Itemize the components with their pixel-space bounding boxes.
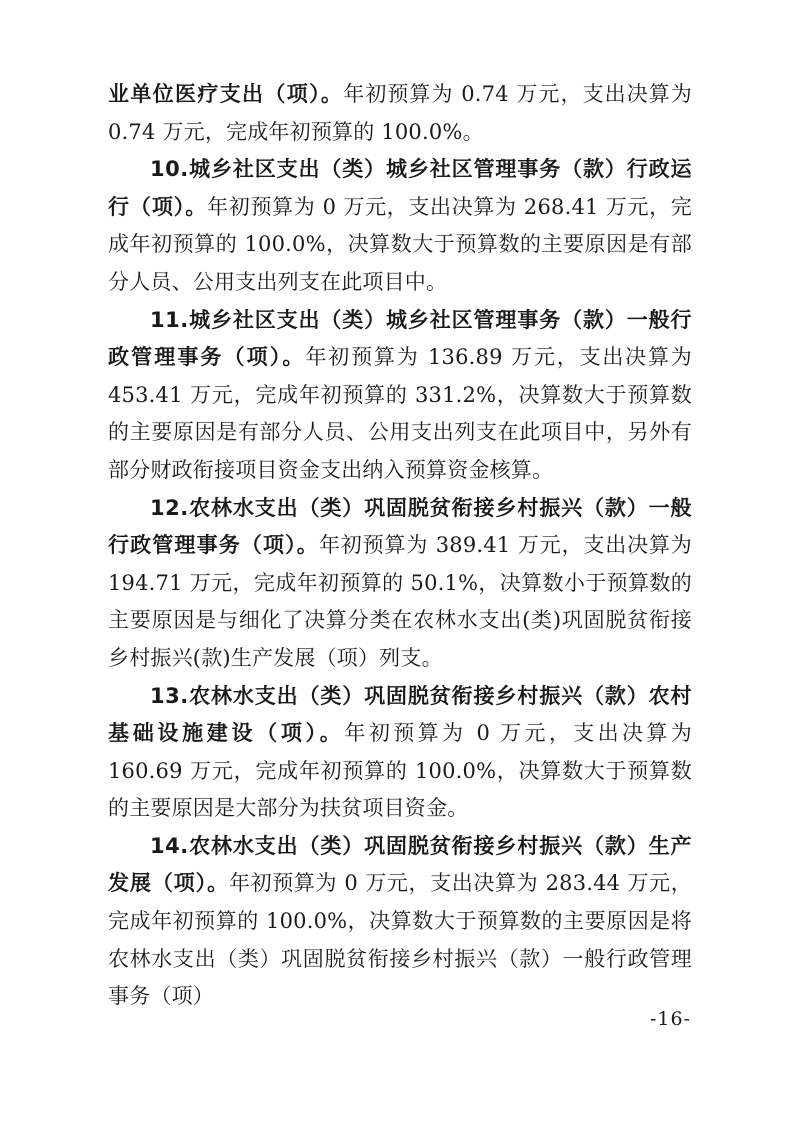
paragraph-heading: 10.城乡社区支出（类）城乡社区管理事务（款）行政运行（项）。 — [108, 157, 692, 219]
paragraph-item-14 — [108, 828, 692, 1016]
paragraph-heading: 13.农林水支出（类）巩固脱贫衔接乡村振兴（款）农村基础设施建设（项）。 — [108, 683, 692, 746]
paragraph-item-10 — [108, 151, 692, 301]
page-number: -16- — [649, 1008, 691, 1030]
paragraph-item-12 — [108, 490, 692, 678]
document-body — [108, 76, 692, 1016]
paragraph-text: 年初预算为 0 万元，支出决算为 283.44 万元，完成年初预算的 100.0%，决算数大于预算数的主要原因是将农林水支出（类）巩固脱贫衔接乡村振兴（款）一般行政管理事务（项） — [108, 871, 692, 1009]
paragraph-item-11 — [108, 302, 692, 490]
paragraph-text: 年初预算为 0.74 万元，支出决算为 0.74 万元，完成年初预算的 100.0%。 — [108, 82, 692, 144]
paragraph-text: 年初预算为 389.41 万元，支出决算为 194.71 万元，完成年初预算的 50.1%，决算数小于预算数的主要原因是与细化了决算分类在农林水支出(类)巩固脱贫衔接乡村振兴(款)生产发展（项）列支。 — [108, 533, 693, 670]
paragraph-heading: 12.农林水支出（类）巩固脱贫衔接乡村振兴（款）一般行政管理事务（项）。 — [108, 495, 692, 558]
paragraph-heading: 业单位医疗支出（项）。 — [108, 82, 344, 106]
paragraph-heading: 14.农林水支出（类）巩固脱贫衔接乡村振兴（款）生产发展（项）。 — [108, 833, 692, 896]
paragraph-text: 年初预算为 0 万元，支出决算为 160.69 万元，完成年初预算的 100.0%，决算数大于预算数的主要原因是大部分为扶贫项目资金。 — [108, 721, 693, 821]
paragraph-text: 年初预算为 0 万元，支出决算为 268.41 万元，完成年初预算的 100.0%，决算数大于预算数的主要原因是有部分人员、公用支出列支在此项目中。 — [108, 194, 692, 294]
paragraph-item-13 — [108, 678, 692, 828]
paragraph-text: 年初预算为 136.89 万元，支出决算为 453.41 万元，完成年初预算的 331.2%，决算数大于预算数的主要原因是有部分人员、公用支出列支在此项目中，另外有部分财政衔接项目资金支出纳入预算资金核算。 — [108, 345, 693, 482]
paragraph-continuation — [108, 76, 692, 151]
paragraph-heading: 11.城乡社区支出（类）城乡社区管理事务（款）一般行政管理事务（项）。 — [108, 307, 692, 370]
